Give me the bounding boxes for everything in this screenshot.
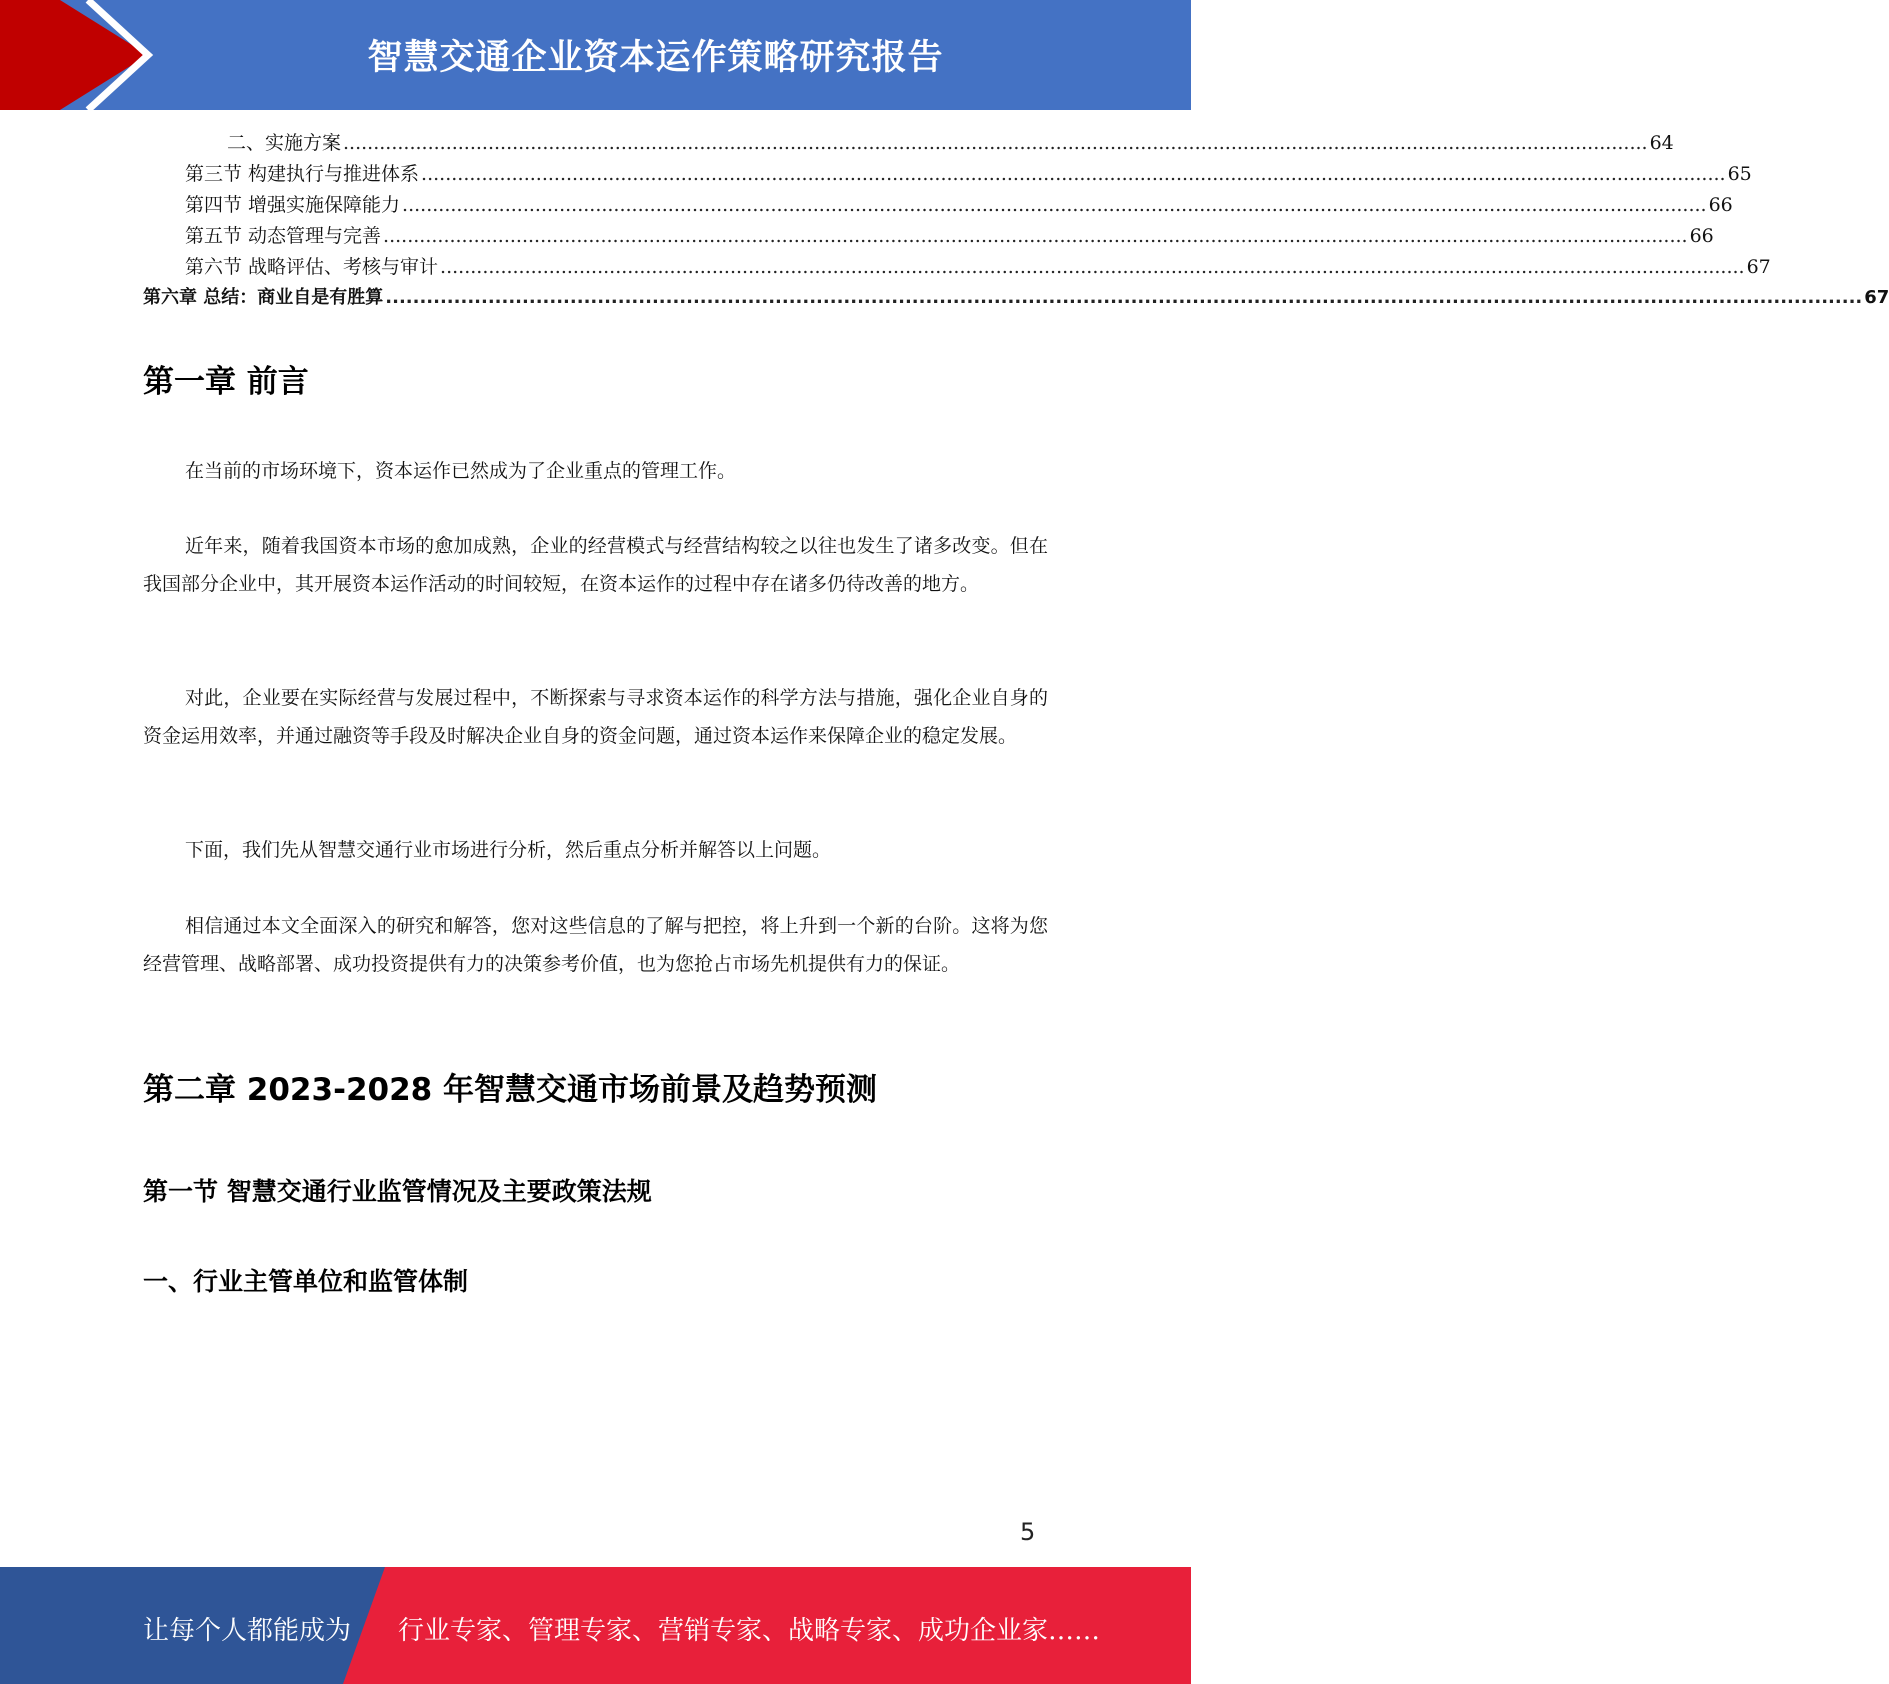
body-paragraph: 相信通过本文全面深入的研究和解答，您对这些信息的了解与把控，将上升到一个新的台阶。这将为您经营管理、战略部署、成功投资提供有力的决策参考价值，也为您抢占市场先机提供有力的保证。 — [143, 915, 1048, 975]
body-paragraph: 在当前的市场环境下，资本运作已然成为了企业重点的管理工作。 — [185, 460, 737, 482]
toc-entry-page: 64 — [1649, 132, 1674, 154]
toc-entry[interactable] — [143, 128, 1674, 159]
table-of-contents — [143, 128, 1889, 314]
toc-entry[interactable] — [143, 252, 1771, 283]
footer-slogan-left: 让每个人都能成为 — [143, 1616, 352, 1646]
page-footer — [0, 1567, 1191, 1684]
body-paragraph: 近年来，随着我国资本市场的愈加成熟，企业的经营模式与经营结构较之以往也发生了诸多改变。但在我国部分企业中，其开展资本运作活动的时间较短，在资本运作的过程中存在诸多仍待改善的地方。 — [143, 535, 1048, 595]
body-paragraph: 下面，我们先从智慧交通行业市场进行分析，然后重点分析并解答以上问题。 — [185, 839, 832, 861]
chapter-2-heading: 第二章 2023-2028 年智慧交通市场前景及趋势预测 — [143, 1072, 878, 1108]
toc-entry[interactable] — [143, 190, 1733, 221]
footer-slogan-right: 行业专家、管理专家、营销专家、战略专家、成功企业家…… — [398, 1616, 1101, 1646]
toc-entry-page: 66 — [1689, 225, 1714, 247]
toc-leader-dots: ........................................................................................................................................................................................................................ — [385, 287, 1863, 308]
section-heading: 第一节 智慧交通行业监管情况及主要政策法规 — [143, 1177, 652, 1206]
toc-leader-dots: ........................................................................................................................................................................................................................ — [383, 225, 1688, 247]
toc-leader-dots: ........................................................................................................................................................................................................................ — [440, 256, 1745, 278]
toc-entry-label: 二、实施方案 — [227, 132, 342, 154]
toc-entry-page: 66 — [1708, 194, 1733, 216]
toc-entry-label: 第五节 动态管理与完善 — [185, 225, 382, 247]
page-number: 5 — [1020, 1518, 1036, 1546]
subsection-heading: 一、行业主管单位和监管体制 — [143, 1267, 469, 1296]
body-paragraph: 对此，企业要在实际经营与发展过程中，不断探索与寻求资本运作的科学方法与措施，强化企业自身的资金运用效率，并通过融资等手段及时解决企业自身的资金问题，通过资本运作来保障企业的稳定发展。 — [143, 687, 1048, 747]
toc-leader-dots: ........................................................................................................................................................................................................................ — [343, 132, 1648, 154]
toc-entry-label: 第四节 增强实施保障能力 — [185, 194, 401, 216]
toc-entry-page: 65 — [1727, 163, 1752, 185]
toc-entry-chapter[interactable] — [143, 283, 1889, 314]
report-title: 智慧交通企业资本运作策略研究报告 — [367, 38, 944, 78]
toc-entry[interactable] — [143, 221, 1714, 252]
toc-entry-label: 第三节 构建执行与推进体系 — [185, 163, 420, 185]
page-header — [0, 0, 1191, 110]
toc-leader-dots: ........................................................................................................................................................................................................................ — [421, 163, 1726, 185]
toc-entry-label: 第六节 战略评估、考核与审计 — [185, 256, 439, 278]
header-red-arrow — [0, 0, 148, 110]
toc-entry-label: 第六章 总结：商业自是有胜算 — [143, 287, 384, 308]
toc-leader-dots: ........................................................................................................................................................................................................................ — [402, 194, 1707, 216]
chapter-1-heading: 第一章 前言 — [143, 364, 309, 400]
toc-entry[interactable] — [143, 159, 1752, 190]
toc-entry-page: 67 — [1746, 256, 1771, 278]
toc-entry-page: 67 — [1864, 287, 1889, 308]
